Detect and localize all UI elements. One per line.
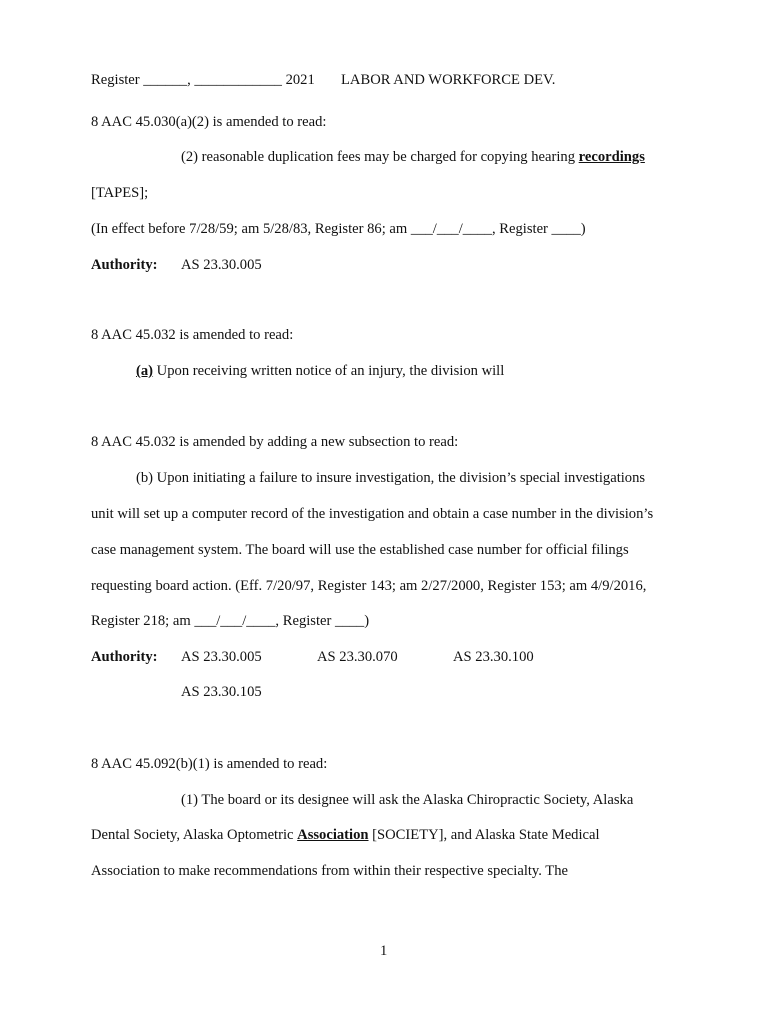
section-3-line: case management system. The board will use the established case number for official filings [91,542,629,558]
subsection-a-marker: (a) [136,363,154,379]
section-3-intro: 8 AAC 45.032 is amended by adding a new subsection to read: [91,434,459,450]
section-2-text: Upon receiving written notice of an injury, the division will [153,363,505,379]
section-1-authority [91,256,262,274]
section-4-line: (1) The board or its designee will ask the Alaska Chiropractic Society, Alaska [181,792,634,808]
authority-citation: AS 23.30.070 [317,649,398,665]
section-3-line: requesting board action. (Eff. 7/20/97, Register 143; am 2/27/2000, Register 153; am 4/9/2016, [91,578,647,594]
section-4-line [91,826,600,844]
section-4-text: [SOCIETY], and Alaska State Medical [368,827,600,843]
section-1-history: (In effect before 7/28/59; am 5/28/83, Register 86; am ___/___/____, Register ____) [91,221,586,237]
section-3-line: (b) Upon initiating a failure to insure investigation, the division’s special investigations [136,470,646,486]
authority-citation: AS 23.30.105 [181,684,262,700]
inserted-text-association: Association [297,827,369,843]
authority-citation: AS 23.30.005 [181,649,262,665]
section-3-line: unit will set up a computer record of the investigation and obtain a case number in the division’s [91,506,654,522]
register-line [91,71,556,89]
section-1-deleted-text: [TAPES]; [91,185,149,201]
section-4-intro: 8 AAC 45.092(b)(1) is amended to read: [91,756,328,772]
section-4-text: Dental Society, Alaska Optometric [91,827,298,843]
authority-label: Authority: [91,649,158,665]
authority-label: Authority: [91,257,158,273]
section-1-intro: 8 AAC 45.030(a)(2) is amended to read: [91,114,327,130]
agency-name: LABOR AND WORKFORCE DEV. [341,72,556,88]
authority-citation: AS 23.30.100 [453,649,534,665]
section-2-intro: 8 AAC 45.032 is amended to read: [91,327,294,343]
register-text: Register ______, ____________ 2021 [91,72,315,88]
section-3-authority [91,648,534,666]
section-2-paragraph [136,362,504,380]
inserted-text-recordings: recordings [578,149,645,165]
page-number: 1 [380,943,388,959]
section-4-line: Association to make recommendations from within their respective specialty. The [91,863,568,879]
section-1-paragraph [181,148,645,166]
section-1-paragraph-text: (2) reasonable duplication fees may be charged for copying hearing [181,149,579,165]
section-3-line: Register 218; am ___/___/____, Register ____) [91,613,370,629]
authority-citation: AS 23.30.005 [181,257,262,273]
